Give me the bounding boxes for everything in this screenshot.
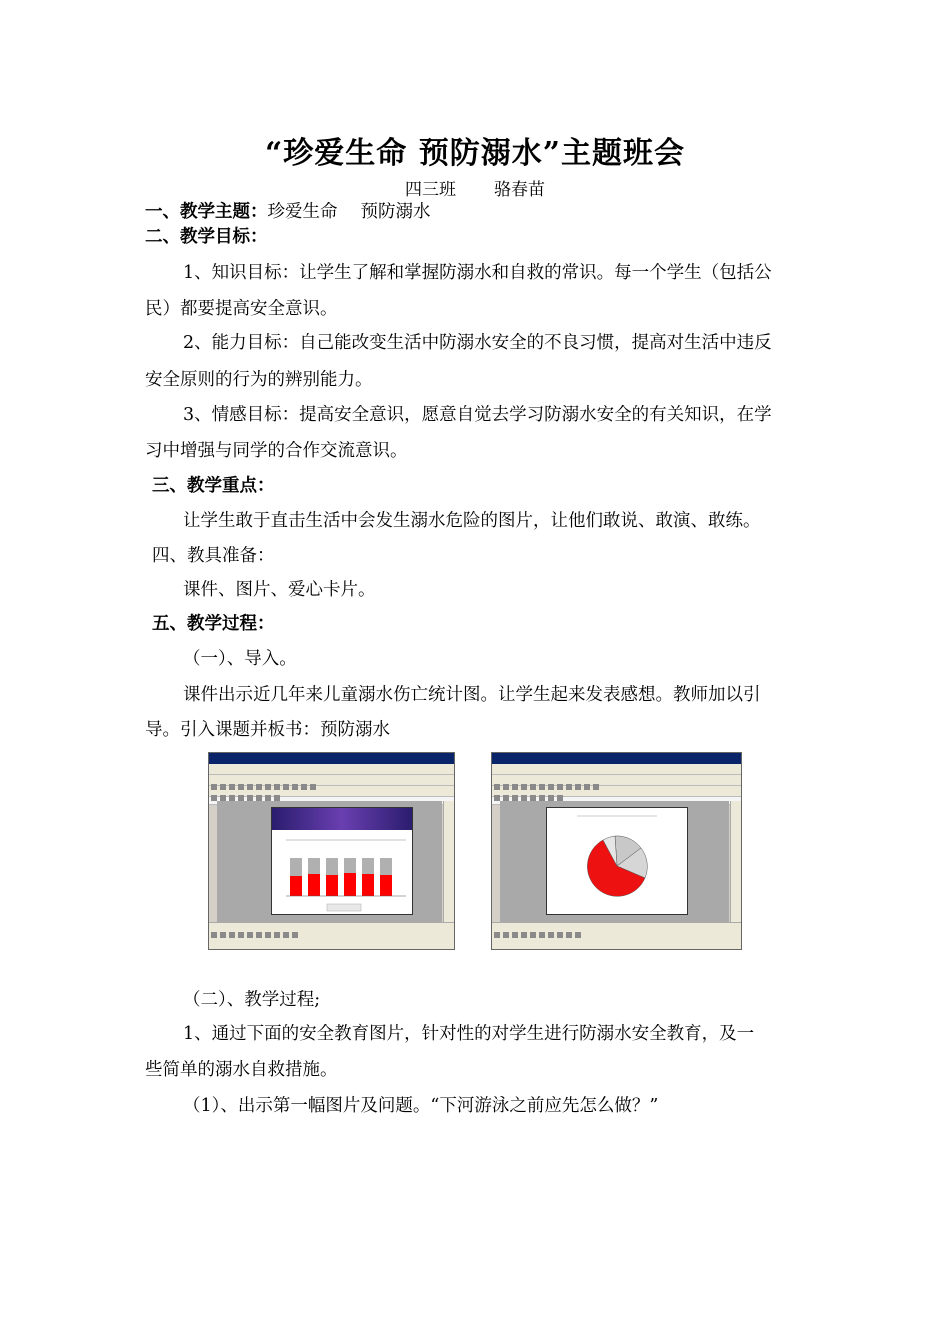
process-1-line-1: 课件出示近几年来儿童溺水伤亡统计图。让学生起来发表感想。教师加以引 (183, 685, 761, 705)
goal-2-line-2: 安全原则的行为的辨别能力。 (145, 370, 373, 390)
goal-3-line-1: 3、情感目标：提高安全意识，愿意自觉去学习防溺水安全的有关知识，在学 (183, 405, 772, 425)
class-name: 四三班 (405, 180, 456, 200)
process-1-heading: （一）、导入。 (183, 649, 297, 669)
slide-bar (271, 807, 413, 915)
slide-pie (546, 807, 688, 915)
section-1-text: 珍爱生命 预防溺水 (267, 202, 431, 222)
section-1 (145, 200, 431, 224)
process-1-line-2: 导。引入课题并板书：预防溺水 (145, 720, 390, 740)
goal-2-line-1: 2、能力目标：自己能改变生活中防溺水安全的不良习惯，提高对生活中违反 (183, 333, 772, 353)
teacher-name: 骆春苗 (494, 180, 545, 200)
bar-chart-thumbnail (272, 830, 412, 914)
section-3-text: 让学生敢于直击生活中会发生溺水危险的图片，让他们敢说、敢演、敢练。 (183, 511, 761, 531)
pie-chart-thumbnail (547, 808, 687, 914)
process-2-line-1: 1、通过下面的安全教育图片，针对性的对学生进行防溺水安全教育，及一 (183, 1024, 755, 1044)
section-4-heading: 四、教具准备： (152, 546, 275, 566)
page-title: “珍爱生命 预防溺水”主题班会 (265, 136, 685, 171)
pie-slices (587, 836, 647, 896)
author-line (0, 175, 950, 200)
process-2-line-2: 些简单的溺水自救措施。 (145, 1060, 338, 1080)
goal-1-line-2: 民）都要提高安全意识。 (145, 299, 338, 319)
process-2-heading: （二）、教学过程; (183, 990, 321, 1010)
section-5-heading: 五、教学过程： (152, 614, 275, 634)
section-4-text: 课件、图片、爱心卡片。 (183, 580, 376, 600)
section-1-heading: 一、教学主题： (145, 202, 268, 222)
section-2-heading: 二、教学目标： (145, 227, 268, 247)
section-3-heading: 三、教学重点： (152, 476, 275, 496)
goal-3-line-2: 习中增强与同学的合作交流意识。 (145, 441, 408, 461)
goal-1-line-1: 1、知识目标：让学生了解和掌握防溺水和自救的常识。每一个学生（包括公 (183, 263, 772, 283)
process-2-line-3: （1）、出示第一幅图片及问题。“下河游泳之前应先怎么做？” (183, 1096, 659, 1116)
screenshot-pie-chart (491, 752, 742, 950)
bars (290, 858, 392, 896)
screenshot-bar-chart (208, 752, 455, 950)
